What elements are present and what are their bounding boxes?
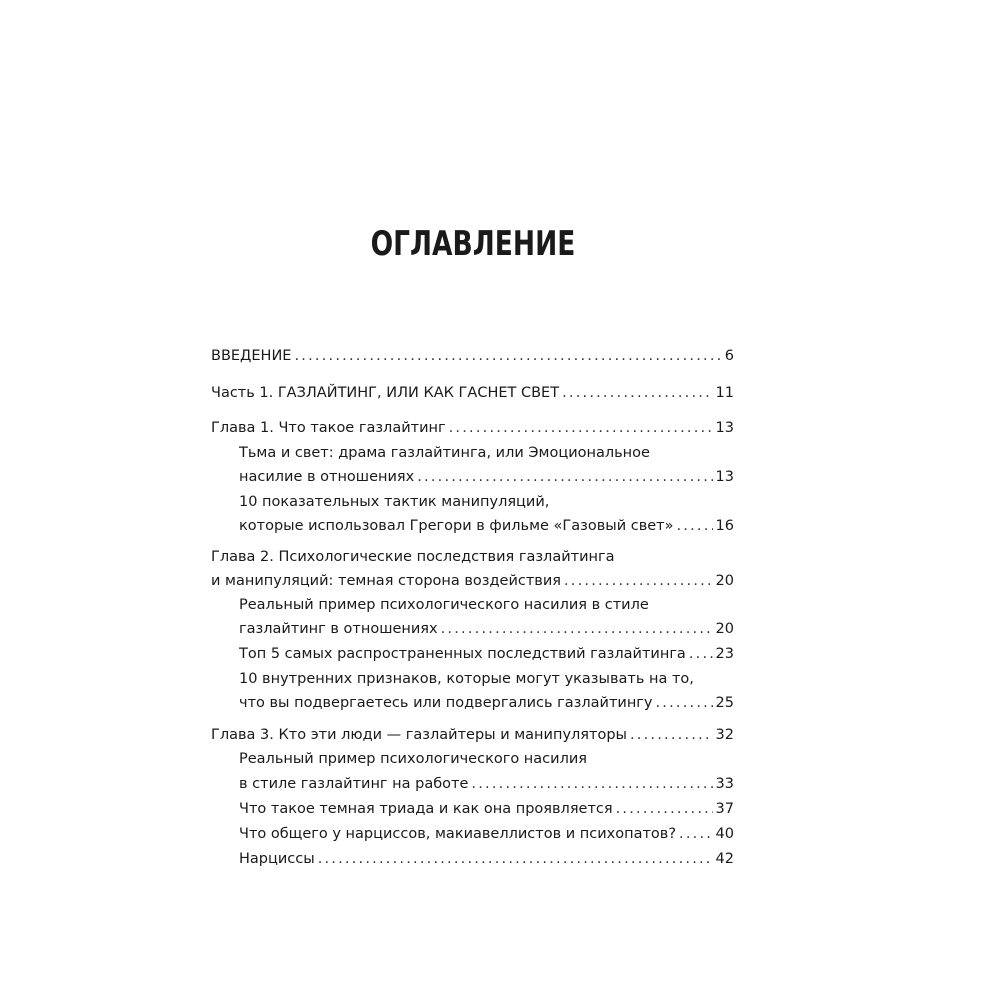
toc-page-number: 11 bbox=[715, 385, 734, 401]
toc-entry-title: 10 показательных тактик манипуляций, bbox=[239, 494, 550, 510]
toc-entry-title: 10 внутренних признаков, которые могут указывать на то, bbox=[239, 671, 694, 687]
toc-page-number: 6 bbox=[724, 348, 734, 364]
dot-leader bbox=[656, 692, 713, 714]
toc-page-number: 37 bbox=[715, 801, 734, 817]
toc-entry-title: которые использовал Грегори в фильме «Газовый свет» bbox=[239, 518, 674, 534]
toc-entry-title: Глава 1. Что такое газлайтинг bbox=[211, 420, 446, 436]
toc-entry bbox=[239, 798, 734, 820]
dot-leader bbox=[689, 643, 713, 665]
toc-entry-chapter-3 bbox=[211, 724, 734, 746]
table-of-contents bbox=[211, 0, 734, 1000]
toc-entry-line-1 bbox=[239, 594, 734, 616]
toc-page-number: 13 bbox=[715, 420, 734, 436]
dot-leader bbox=[471, 773, 712, 795]
dot-leader bbox=[417, 466, 712, 488]
toc-entry-line-2 bbox=[239, 515, 734, 537]
toc-entry-line-2 bbox=[239, 618, 734, 640]
toc-entry-title: и манипуляций: темная сторона воздействия bbox=[211, 573, 561, 589]
toc-entry-title: Нарциссы bbox=[239, 851, 315, 867]
toc-entry-line-1 bbox=[239, 491, 734, 513]
toc-entry-introduction bbox=[211, 345, 734, 367]
toc-entry-line-1 bbox=[211, 546, 734, 568]
toc-entry-line-2 bbox=[239, 692, 734, 714]
toc-entry-title: в стиле газлайтинг на работе bbox=[239, 776, 469, 792]
dot-leader bbox=[677, 515, 713, 537]
dot-leader bbox=[679, 823, 713, 845]
toc-page-number: 32 bbox=[715, 727, 734, 743]
toc-entry-title: Глава 2. Психологические последствия газлайтинга bbox=[211, 549, 615, 565]
toc-page-number: 23 bbox=[715, 646, 734, 662]
page-title: ОГЛАВЛЕНИЕ bbox=[370, 224, 576, 264]
toc-entry bbox=[239, 848, 734, 870]
toc-entry-title: Что такое темная триада и как она проявляется bbox=[239, 801, 613, 817]
toc-entry-line-2 bbox=[239, 773, 734, 795]
toc-entry-line-2 bbox=[211, 570, 734, 592]
toc-page-number: 42 bbox=[715, 851, 734, 867]
dot-leader bbox=[616, 798, 713, 820]
toc-entry-line-1 bbox=[239, 668, 734, 690]
dot-leader bbox=[449, 417, 713, 439]
toc-entry-line-1 bbox=[239, 442, 734, 464]
dot-leader bbox=[630, 724, 713, 746]
dot-leader bbox=[562, 382, 712, 404]
dot-leader bbox=[294, 345, 721, 367]
dot-leader bbox=[318, 848, 713, 870]
toc-page-number: 20 bbox=[715, 573, 734, 589]
toc-entry-line-1 bbox=[239, 748, 734, 770]
toc-page-number: 16 bbox=[715, 518, 734, 534]
toc-entry-title: Тьма и свет: драма газлайтинга, или Эмоциональное bbox=[239, 445, 650, 461]
toc-entry-title: Что общего у нарциссов, макиавеллистов и психопатов? bbox=[239, 826, 677, 842]
dot-leader bbox=[564, 570, 713, 592]
toc-entry-title: газлайтинг в отношениях bbox=[239, 621, 438, 637]
toc-entry bbox=[239, 823, 734, 845]
toc-entry-title: насилие в отношениях bbox=[239, 469, 415, 485]
toc-entry-chapter-1 bbox=[211, 417, 734, 439]
toc-entry-title: Реальный пример психологического насилия в стиле bbox=[239, 597, 649, 613]
toc-page-number: 40 bbox=[715, 826, 734, 842]
toc-entry-title: Топ 5 самых распространенных последствий газлайтинга bbox=[239, 646, 686, 662]
toc-entry-title: ВВЕДЕНИЕ bbox=[211, 348, 292, 364]
toc-entry-title: что вы подвергаетесь или подвергались газлайтингу bbox=[239, 695, 653, 711]
toc-page-number: 20 bbox=[715, 621, 734, 637]
toc-entry bbox=[239, 643, 734, 665]
toc-entry-title: Реальный пример психологического насилия bbox=[239, 751, 587, 767]
toc-entry-title: Глава 3. Кто эти люди — газлайтеры и манипуляторы bbox=[211, 727, 627, 743]
toc-page-number: 13 bbox=[715, 469, 734, 485]
toc-entry-line-2 bbox=[239, 466, 734, 488]
toc-page-number: 33 bbox=[715, 776, 734, 792]
toc-entry-part-1 bbox=[211, 382, 734, 404]
toc-page-number: 25 bbox=[715, 695, 734, 711]
dot-leader bbox=[441, 618, 713, 640]
toc-entry-title: Часть 1. ГАЗЛАЙТИНГ, ИЛИ КАК ГАСНЕТ СВЕТ bbox=[211, 385, 560, 401]
